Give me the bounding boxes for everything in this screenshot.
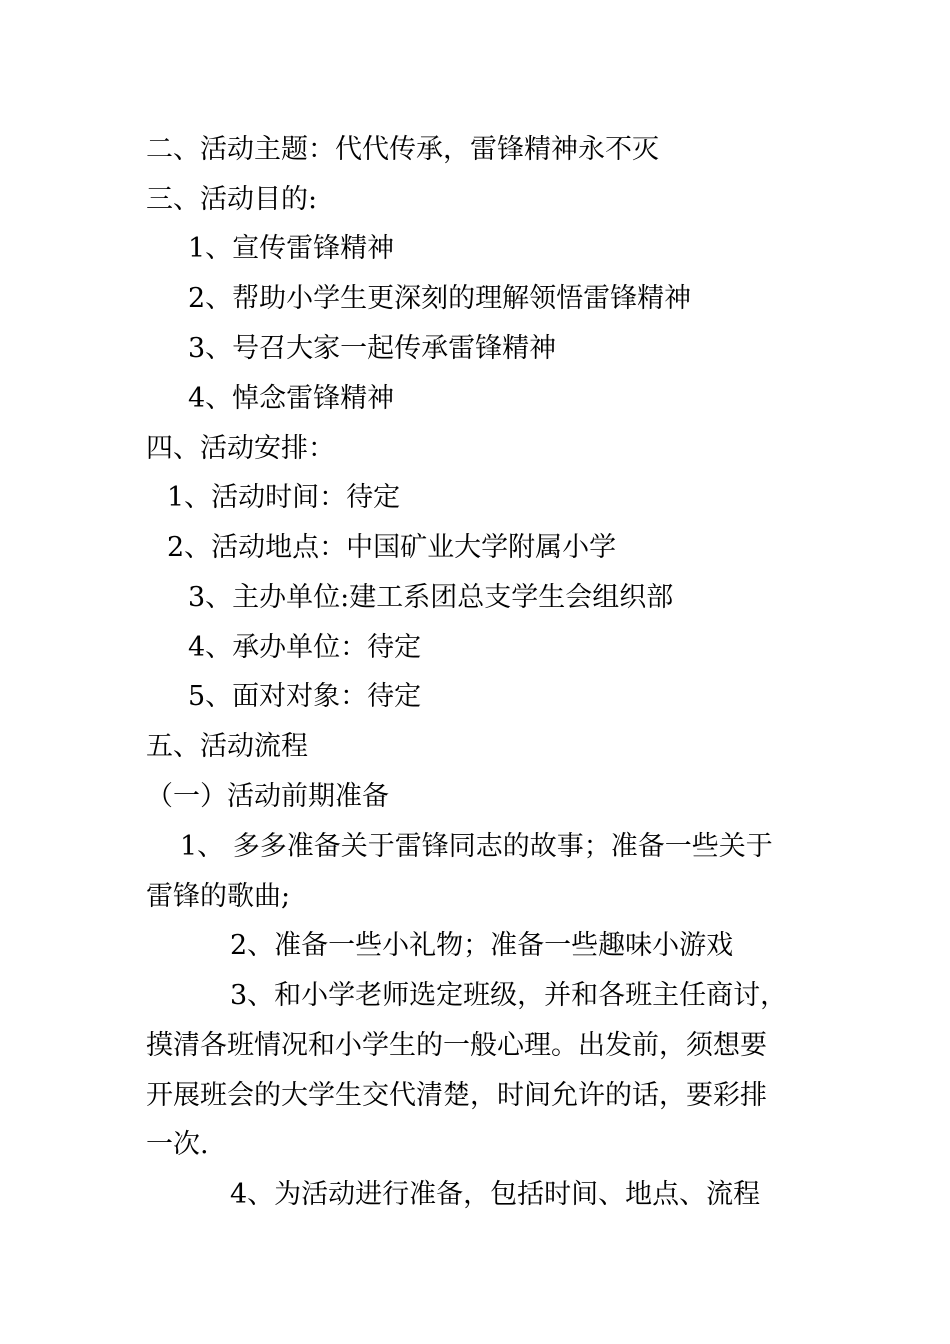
- prep-item-3-line-1: 3、和小学老师选定班级，并和各班主任商讨，: [230, 980, 788, 1011]
- arrangement-item-4: 4、承办单位：待定: [188, 632, 422, 663]
- arrangement-item-1: 1、活动时间：待定: [167, 482, 401, 513]
- prep-item-3-line-4: 一次.: [146, 1129, 209, 1160]
- purpose-item-3: 3、号召大家一起传承雷锋精神: [188, 333, 557, 364]
- prep-item-1-line-2: 雷锋的歌曲;: [146, 881, 291, 912]
- section-five-heading: 五、活动流程: [146, 731, 308, 762]
- purpose-item-2: 2、帮助小学生更深刻的理解领悟雷锋精神: [188, 283, 692, 314]
- subsection-one-heading: （一）活动前期准备: [146, 781, 389, 812]
- section-two-heading: 二、活动主题：代代传承，雷锋精神永不灭: [146, 134, 659, 165]
- section-four-heading: 四、活动安排：: [146, 433, 335, 464]
- prep-item-3-line-3: 开展班会的大学生交代清楚，时间允许的话，要彩排: [146, 1080, 767, 1111]
- prep-item-4-line-1: 4、为活动进行准备，包括时间、地点、流程: [230, 1179, 761, 1210]
- arrangement-item-5: 5、面对对象：待定: [188, 681, 422, 712]
- purpose-item-1: 1、宣传雷锋精神: [188, 233, 395, 264]
- prep-item-2: 2、准备一些小礼物；准备一些趣味小游戏: [230, 930, 734, 961]
- section-three-heading: 三、活动目的:: [146, 184, 318, 215]
- prep-item-1-line-1: 1、 多多准备关于雷锋同志的故事；准备一些关于: [180, 831, 773, 862]
- arrangement-item-3: 3、主办单位:建工系团总支学生会组织部: [188, 582, 674, 613]
- purpose-item-4: 4、悼念雷锋精神: [188, 383, 395, 414]
- prep-item-3-line-2: 摸清各班情况和小学生的一般心理。出发前，须想要: [146, 1030, 767, 1061]
- arrangement-item-2: 2、活动地点：中国矿业大学附属小学: [167, 532, 617, 563]
